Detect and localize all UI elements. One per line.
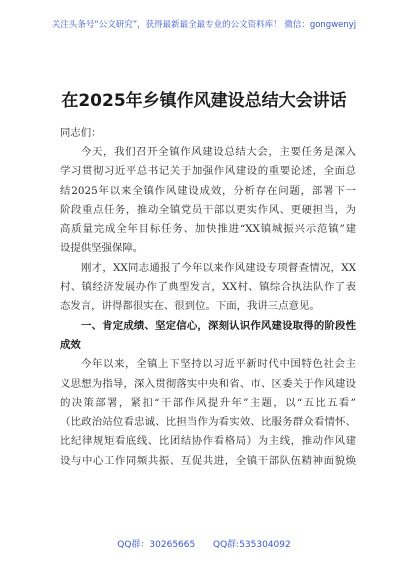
- text-line: 结2025年以来全镇作风建设成效，分析存在问题，部署下一: [60, 184, 356, 197]
- text-line: 今天，我们召开全镇作风建设总结大会，主要任务是深入: [81, 146, 356, 158]
- text-line: 设提供坚强保障。: [60, 242, 144, 255]
- document-body: [60, 143, 356, 471]
- body-paragraph: [60, 355, 356, 471]
- text-line: 态发言，讲得都很实在、很到位。下面，我讲三点意见。: [60, 300, 320, 313]
- page-footer: [0, 537, 408, 550]
- qq-group-label: QQ群:: [212, 540, 240, 550]
- text-line: 高质量完成全年目标任务、加快推进“XX镇城振兴示范镇”建: [60, 223, 356, 236]
- heading-line: 一、肯定成绩、坚定信心，深刻认识作风建设取得的阶段性: [81, 319, 356, 332]
- document-title: 在2025年乡镇作风建设总结大会讲话: [61, 91, 347, 111]
- text-line: （比政治站位看忠诚、比担当作为看实效、比服务群众看情怀、: [60, 416, 356, 429]
- salutation: 同志们：: [60, 127, 102, 139]
- text-line: 今年以来，全镇上下坚持以习近平新时代中国特色社会主: [81, 358, 356, 371]
- qq-group-number: 535304092: [239, 540, 291, 550]
- text-line: 的决策部署，紧扣“干部作风提升年”主题，以“五比五看”: [60, 396, 356, 409]
- text-line: 学习贯彻习近平总书记关于加强作风建设的重要论述，全面总: [60, 165, 356, 178]
- text-line: 比纪律规矩看底线、比团结协作看格局）为主线，推动作风建: [60, 435, 356, 448]
- section-heading: [60, 317, 356, 356]
- promo-banner: 关注头条号“公文研究”，获得最新最全最专业的公文资料库！ 微信：gongwenyj: [51, 20, 357, 30]
- body-paragraph: [60, 143, 356, 259]
- body-paragraph: [60, 259, 356, 317]
- text-line: 阶段重点任务，推动全镇党员干部以更实作风、更硬担当，为: [60, 203, 356, 216]
- qq-group-label: QQ群：: [117, 540, 150, 550]
- text-line: 刚才，XX同志通报了今年以来作风建设专项督查情况，XX: [81, 261, 356, 274]
- heading-line: 成效: [60, 338, 81, 351]
- text-line: 村、镇经济发展办作了典型发言，XX村、镇综合执法队作了表: [60, 281, 356, 294]
- text-line: 义思想为指导，深入贯彻落实中央和省、市、区委关于作风建设: [60, 377, 356, 390]
- text-line: 设与中心工作同频共振、互促共进，全镇干部队伍精神面貌焕: [60, 454, 356, 467]
- qq-group-number: 30265665: [149, 540, 196, 550]
